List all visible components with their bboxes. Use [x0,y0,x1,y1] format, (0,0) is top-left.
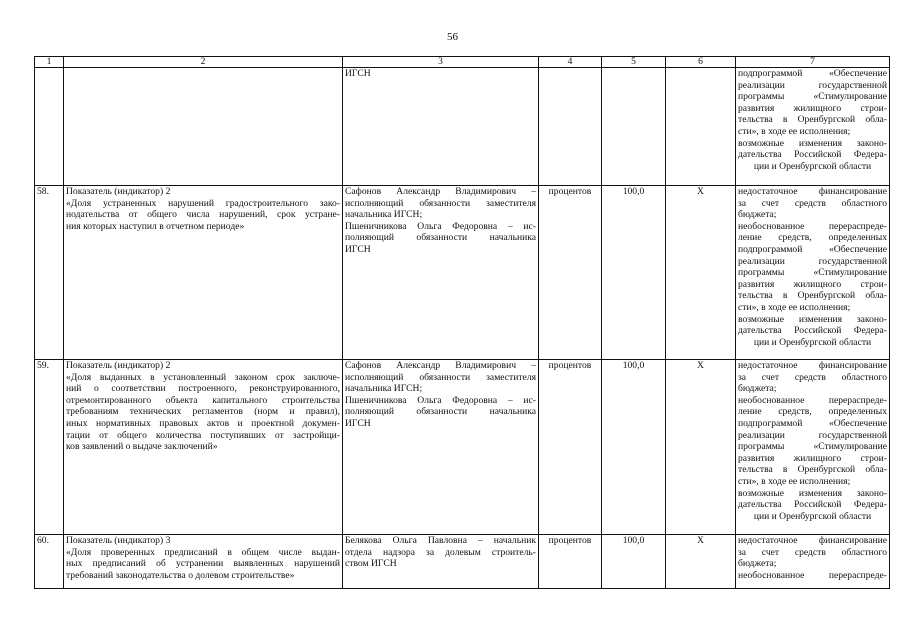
responsible-line: ИГСН [345,417,371,429]
value-cell: 100,0 [602,186,666,360]
risks-line: реализации государственной [738,79,887,91]
risks-line: дательства Российской Федера- [738,149,887,161]
responsible-line: отдела надзора за долевым строитель- [345,546,536,558]
value-cell: 100,0 [602,360,666,535]
responsible-line: начальника ИГСН; [345,383,423,395]
indicator-line: отремонтированного объекта капитального строительства [66,394,340,406]
column-number: 6 [666,57,736,68]
indicator-line: иных нормативных правовых актов и проектной докумен- [66,417,340,429]
responsible-line: ИГСН [345,68,371,79]
indicator-line: требованиям технических регламентов (норм и правил), [66,406,340,418]
responsible-line: исполняющий обязанности заместителя [345,197,536,209]
risks-line: реализации государственной [738,255,887,267]
risks-line: дательства Российской Федера- [738,499,887,511]
responsible-line: полняющий обязанности начальника [345,232,536,244]
column-number: 7 [736,57,890,68]
indicator-line: ний о соответствии построенного, реконструированного, [66,383,340,395]
column-number-row [35,57,890,68]
risks-line: дательства Российской Федера- [738,325,887,337]
row-number: 60. [35,535,64,589]
risks-line: за счет средств областного [738,197,887,209]
column-6-cell: Х [666,360,736,535]
unit-cell: процентов [539,360,602,535]
responsible-line: Сафонов Александр Владимирович – [345,360,536,371]
risks-line: бюджета; [738,558,777,570]
indicator-line: Показатель (индикатор) 2 [66,360,171,371]
responsible-cell [343,68,539,186]
risks-line: недостаточное финансирование [738,535,887,546]
responsible-line: исполняющий обязанности заместителя [345,371,536,383]
responsible-line: Пшеничникова Ольга Федоровна – ис- [345,394,536,406]
risks-line: за счет средств областного [738,546,887,558]
risks-line: бюджета; [738,383,777,395]
page-number: 56 [447,31,458,43]
risks-line: развития жилищного строи- [738,278,887,290]
risks-line: недостаточное финансирование [738,186,887,197]
risks-line: реализации государственной [738,429,887,441]
risks-line: ции и Оренбургской области [753,336,872,348]
indicator-line: ных предписаний об устранении выявленных нарушений [66,558,340,570]
risks-line: тельства в Оренбургской обла- [738,464,887,476]
column-number: 2 [64,57,343,68]
indicator-line: требований законодательства о долевом строительстве» [66,569,295,581]
table-row [35,186,890,360]
value-cell [602,68,666,186]
risks-cell [736,535,890,589]
indicator-cell [64,68,343,186]
indicator-line: «Доля выданных в установленный законом срок заключе- [66,371,340,383]
responsible-line: полняющий обязанности начальника [345,406,536,418]
risks-line: тельства в Оренбургской обла- [738,290,887,302]
responsible-line: ством ИГСН [345,558,397,570]
responsible-line: Пшеничникова Ольга Федоровна – ис- [345,220,536,232]
responsible-cell [343,186,539,360]
continued-row [35,68,890,186]
responsible-line: ИГСН [345,243,371,255]
risks-line: сти», в ходе ее исполнения; [738,475,851,487]
table-row [35,360,890,535]
row-number: 59. [35,360,64,535]
risks-line: подпрограммой «Обеспечение [738,68,887,79]
responsible-cell [343,360,539,535]
row-number: 58. [35,186,64,360]
risks-line: программы «Стимулирование [738,267,887,279]
responsible-line: Белякова Ольга Павловна – начальник [345,535,536,546]
column-number: 5 [602,57,666,68]
risks-line: развития жилищного строи- [738,452,887,464]
risks-line: ции и Оренбургской области [753,160,872,172]
indicator-cell [64,535,343,589]
risks-line: необоснованное перераспреде- [738,569,887,581]
risks-line: сти», в ходе ее исполнения; [738,301,851,313]
indicator-line: ния которых наступил в отчетном периоде» [66,220,245,232]
risks-line: возможные изменения законо- [738,137,887,149]
risks-cell [736,186,890,360]
risks-line: недостаточное финансирование [738,360,887,371]
risks-line: ление средств, определенных [738,406,887,418]
indicator-line: Показатель (индикатор) 2 [66,186,171,197]
risks-line: подпрограммой «Обеспечение [738,243,887,255]
indicator-line: нодательства от общего числа нарушений, срок устране- [66,209,340,221]
risks-line: подпрограммой «Обеспечение [738,417,887,429]
risks-line: необоснованное перераспреде- [738,220,887,232]
column-6-cell: Х [666,186,736,360]
column-number: 3 [343,57,539,68]
indicator-cell [64,186,343,360]
indicator-line: ков заявлений о выдаче заключений» [66,441,218,453]
column-number: 4 [539,57,602,68]
responsible-cell [343,535,539,589]
column-6-cell: Х [666,535,736,589]
indicator-line: тации от общего количества поступивших от застройщи- [66,429,340,441]
risks-cell [736,360,890,535]
indicator-line: Показатель (индикатор) 3 [66,535,171,546]
indicator-line: «Доля устраненных нарушений градостроительного зако- [66,197,340,209]
risks-line: ление средств, определенных [738,232,887,244]
risks-line: тельства в Оренбургской обла- [738,114,887,126]
risks-line: необоснованное перераспреде- [738,394,887,406]
risks-line: развития жилищного строи- [738,102,887,114]
responsible-line: Сафонов Александр Владимирович – [345,186,536,197]
risks-line: программы «Стимулирование [738,91,887,103]
risks-line: бюджета; [738,209,777,221]
row-number-cell [35,68,64,186]
unit-cell: процентов [539,535,602,589]
indicators-table [34,56,890,589]
indicator-line: «Доля проверенных предписаний в общем числе выдан- [66,546,340,558]
column-number: 1 [35,57,64,68]
risks-line: за счет средств областного [738,371,887,383]
indicator-cell [64,360,343,535]
risks-line: сти», в ходе ее исполнения; [738,125,851,137]
risks-line: ции и Оренбургской области [753,510,872,522]
unit-cell [539,68,602,186]
risks-line: возможные изменения законо- [738,313,887,325]
risks-cell [736,68,890,186]
risks-line: возможные изменения законо- [738,487,887,499]
risks-line: программы «Стимулирование [738,441,887,453]
responsible-line: начальника ИГСН; [345,209,423,221]
column-6-cell [666,68,736,186]
value-cell: 100,0 [602,535,666,589]
table-row [35,535,890,589]
unit-cell: процентов [539,186,602,360]
